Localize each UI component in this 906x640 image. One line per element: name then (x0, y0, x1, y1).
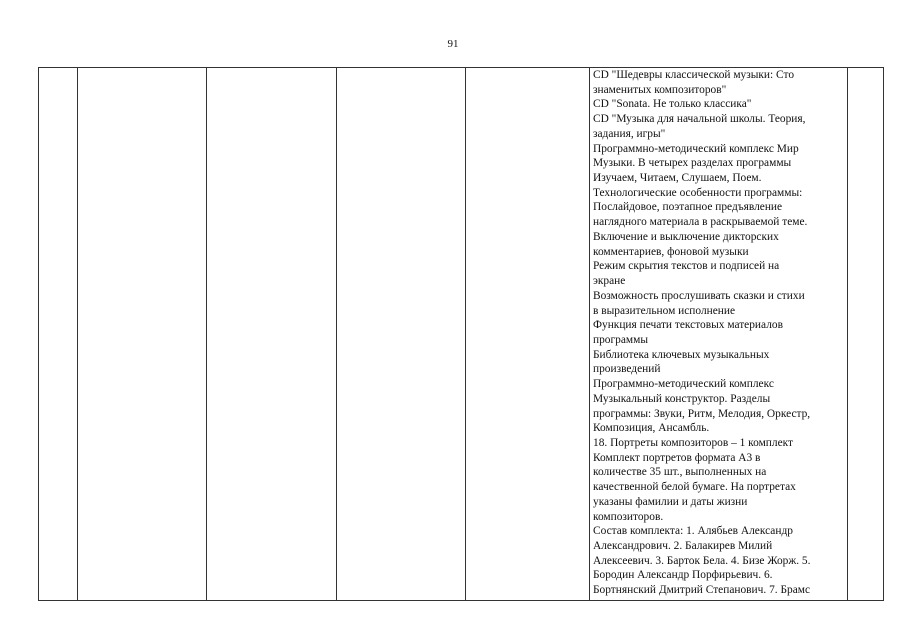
text-line: Александрович. 2. Балакирев Милий (593, 540, 773, 552)
text-line: произведений (593, 363, 661, 376)
text-line: наглядного материала в раскрываемой теме. (593, 216, 808, 229)
text-line: Включение и выключение дикторских (593, 230, 779, 243)
text-line: Программно-методический комплекс Мир (593, 142, 799, 155)
text-line: Бортнянский Дмитрий Степанович. 7. Брамс (593, 584, 811, 597)
text-line: задания, игры" (593, 127, 666, 140)
column-divider-2 (206, 68, 207, 600)
column-divider-1 (77, 68, 78, 600)
text-line: программы: Звуки, Ритм, Мелодия, Оркестр, (593, 407, 811, 420)
text-line: CD "Sonata. Не только классика" (593, 98, 752, 111)
text-line: Комплект портретов формата А3 в (593, 451, 761, 464)
text-line: программы (593, 333, 648, 346)
text-line: Состав комплекта: 1. Алябьев Александр (593, 525, 793, 538)
text-line: композиторов. (593, 510, 664, 523)
text-line: CD "Шедевры классической музыки: Сто (593, 69, 795, 81)
text-line: комментариев, фоновой музыки (593, 245, 749, 258)
text-line: Послайдовое, поэтапное предъявление (593, 201, 783, 214)
text-line: количестве 35 шт., выполненных на (593, 466, 767, 479)
column-divider-5 (589, 68, 590, 600)
text-line: Композиция, Ансамбль. (593, 422, 710, 435)
text-line: Функция печати текстовых материалов (593, 319, 783, 332)
document-table (38, 67, 884, 601)
text-line: Музыкальный конструктор. Разделы (593, 392, 771, 405)
text-line: Бородин Александр Порфирьевич. 6. (593, 569, 773, 582)
text-line: экране (593, 275, 626, 288)
column-divider-3 (336, 68, 337, 600)
text-line: Алексеевич. 3. Барток Бела. 4. Бизе Жорж. 5. (593, 554, 811, 567)
text-line: в выразительном исполнение (593, 304, 736, 317)
text-line: Музыки. В четырех разделах программы (593, 157, 792, 170)
text-line: Технологические особенности программы: (593, 186, 803, 199)
text-line: Режим скрытия текстов и подписей на (593, 260, 780, 273)
text-line: CD "Музыка для начальной школы. Теория, (593, 113, 806, 126)
equipment-description-cell (593, 68, 851, 602)
column-divider-4 (465, 68, 466, 600)
page-number: 91 (447, 38, 459, 50)
text-line: знаменитых композиторов" (593, 83, 727, 96)
text-line: Изучаем, Читаем, Слушаем, Поем. (593, 172, 762, 185)
text-line: Программно-методический комплекс (593, 378, 774, 391)
text-line: указаны фамилии и даты жизни (593, 495, 748, 508)
text-line: 18. Портреты композиторов – 1 комплект (593, 436, 793, 449)
text-line: качественной белой бумаге. На портретах (593, 481, 796, 494)
text-line: Возможность прослушивать сказки и стихи (593, 289, 805, 302)
text-line: Библиотека ключевых музыкальных (593, 348, 770, 361)
